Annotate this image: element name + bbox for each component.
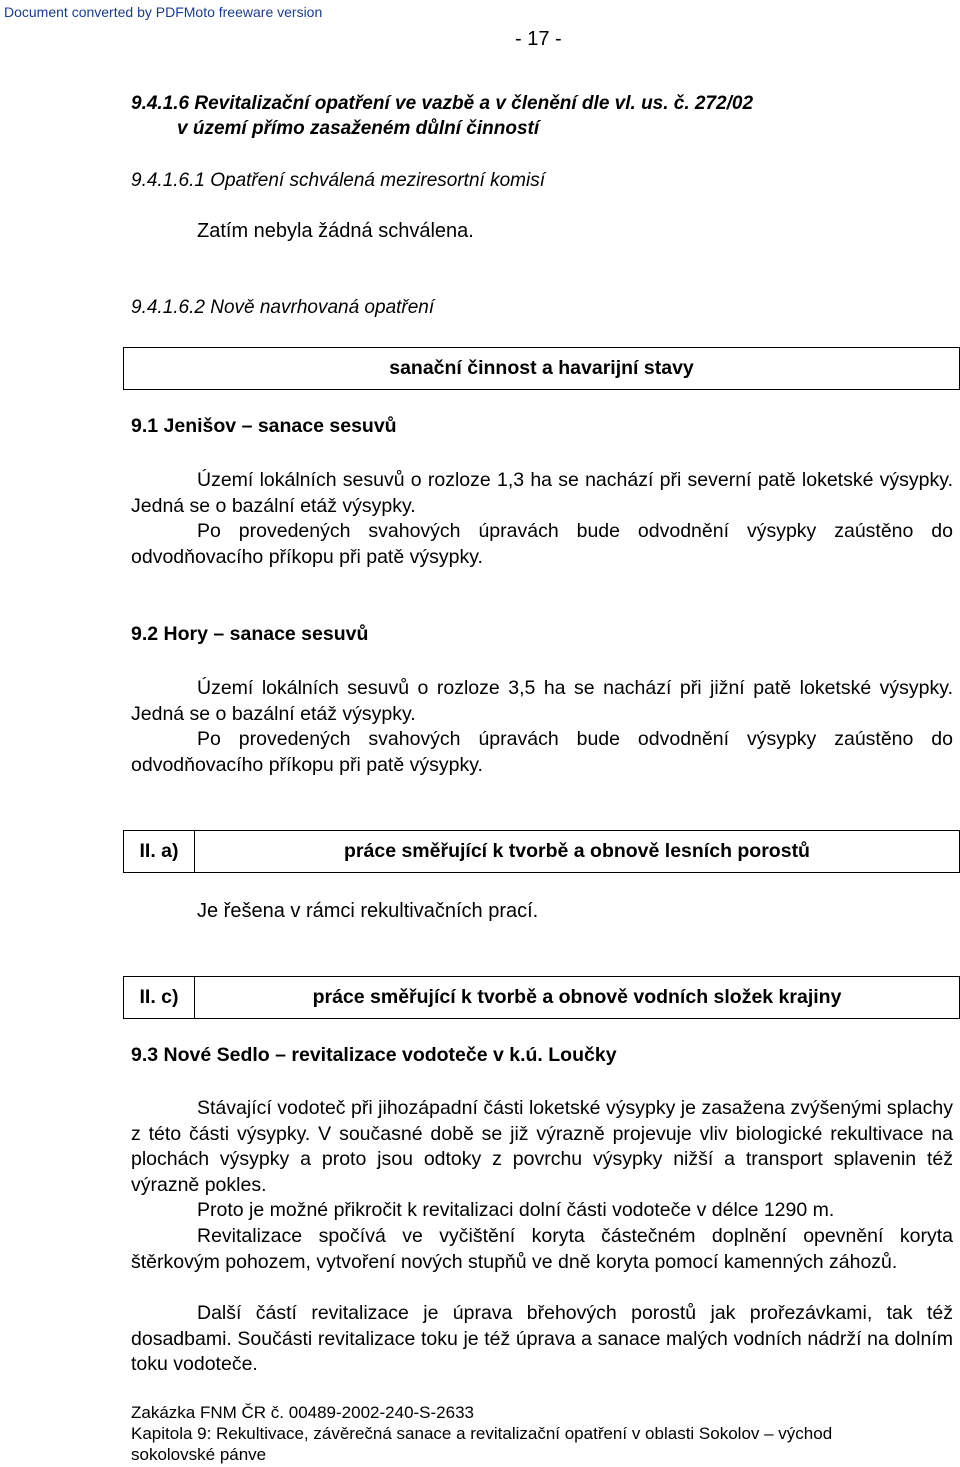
section-93-paragraph-3: Revitalizace spočívá ve vyčištění koryta částečném doplnění opevnění koryta štěrkovým pohozem, vytvoření nových stupňů ve dně koryta pomocí kamenných záhozů. — [131, 1225, 953, 1273]
section-93-title: 9.3 Nové Sedlo – revitalizace vodoteče v k.ú. Loučky — [131, 1044, 617, 1066]
section-91-title: 9.1 Jenišov – sanace sesuvů — [131, 415, 397, 437]
page-number: - 17 - — [515, 28, 562, 50]
watermark: Document converted by PDFMoto freeware version — [4, 4, 323, 20]
section-93-paragraph-2: Proto je možné přikročit k revitalizaci dolní části vodoteče v délce 1290 m. — [197, 1199, 835, 1221]
footer-line-1: Zakázka FNM ČR č. 00489-2002-240-S-2633 — [131, 1403, 474, 1422]
section-92-paragraph-2: Po provedených svahových úpravách bude odvodnění výsypky zaústěno do odvodňovacího příkopu při patě výsypky. — [131, 728, 953, 776]
section-91-paragraph-2: Po provedených svahových úpravách bude odvodnění výsypky zaústěno do odvodňovacího příkopu při patě výsypky. — [131, 520, 953, 568]
category-box-sanacni — [123, 347, 960, 390]
category-box-code: II. c) — [139, 986, 179, 1008]
footer-line-3: sokolovské pánve — [131, 1445, 267, 1464]
category-box-IIa — [123, 830, 960, 873]
category-box-label: práce směřující k tvorbě a obnově vodních složek krajiny — [312, 986, 842, 1008]
subsection-9462-title: 9.4.1.6.2 Nově navrhovaná opatření — [131, 297, 435, 318]
section-93-paragraph-4: Další částí revitalizace je úprava břehových porostů jak prořezávkami, tak též dosadbami. Součásti revitalizace toku je též úprava a sanace malých vodních nádrží na dolním toku vodoteče. — [131, 1302, 953, 1375]
section-heading-line1: 9.4.1.6 Revitalizační opatření ve vazbě a v členění dle vl. us. č. 272/02 — [131, 93, 754, 114]
category-box-IIc — [123, 976, 960, 1019]
footer-line-2: Kapitola 9: Rekultivace, závěrečná sanace a revitalizační opatření v oblasti Sokolov – východ — [131, 1424, 833, 1443]
section-92-paragraph-1: Území lokálních sesuvů o rozloze 3,5 ha se nachází při jižní patě loketské výsypky. Jedná se o bazální etáž výsypky. — [131, 677, 953, 725]
category-IIa-text: Je řešena v rámci rekultivačních prací. — [197, 900, 539, 922]
category-box-code: II. a) — [139, 840, 179, 862]
category-box-label: práce směřující k tvorbě a obnově lesních porostů — [344, 840, 810, 862]
section-heading-line2: v území přímo zasaženém důlní činností — [177, 118, 540, 139]
subsection-9461-title: 9.4.1.6.1 Opatření schválená meziresortní komisí — [131, 170, 545, 191]
category-box-label: sanační činnost a havarijní stavy — [389, 357, 694, 379]
section-92-title: 9.2 Hory – sanace sesuvů — [131, 623, 369, 645]
section-93-paragraph-1: Stávající vodoteč při jihozápadní části loketské výsypky je zasažena zvýšenými splachy z této části výsypky. V současné době se již výrazně projevuje vliv biologické rekultivace na plochách výsypky a proto jsou odtoky z povrchu výsypky nižší a transport splavenin též výrazně pokles. — [131, 1097, 953, 1196]
subsection-9461-text: Zatím nebyla žádná schválena. — [197, 220, 474, 242]
section-91-paragraph-1: Území lokálních sesuvů o rozloze 1,3 ha se nachází při severní patě loketské výsypky. Jedná se o bazální etáž výsypky. — [131, 469, 953, 517]
